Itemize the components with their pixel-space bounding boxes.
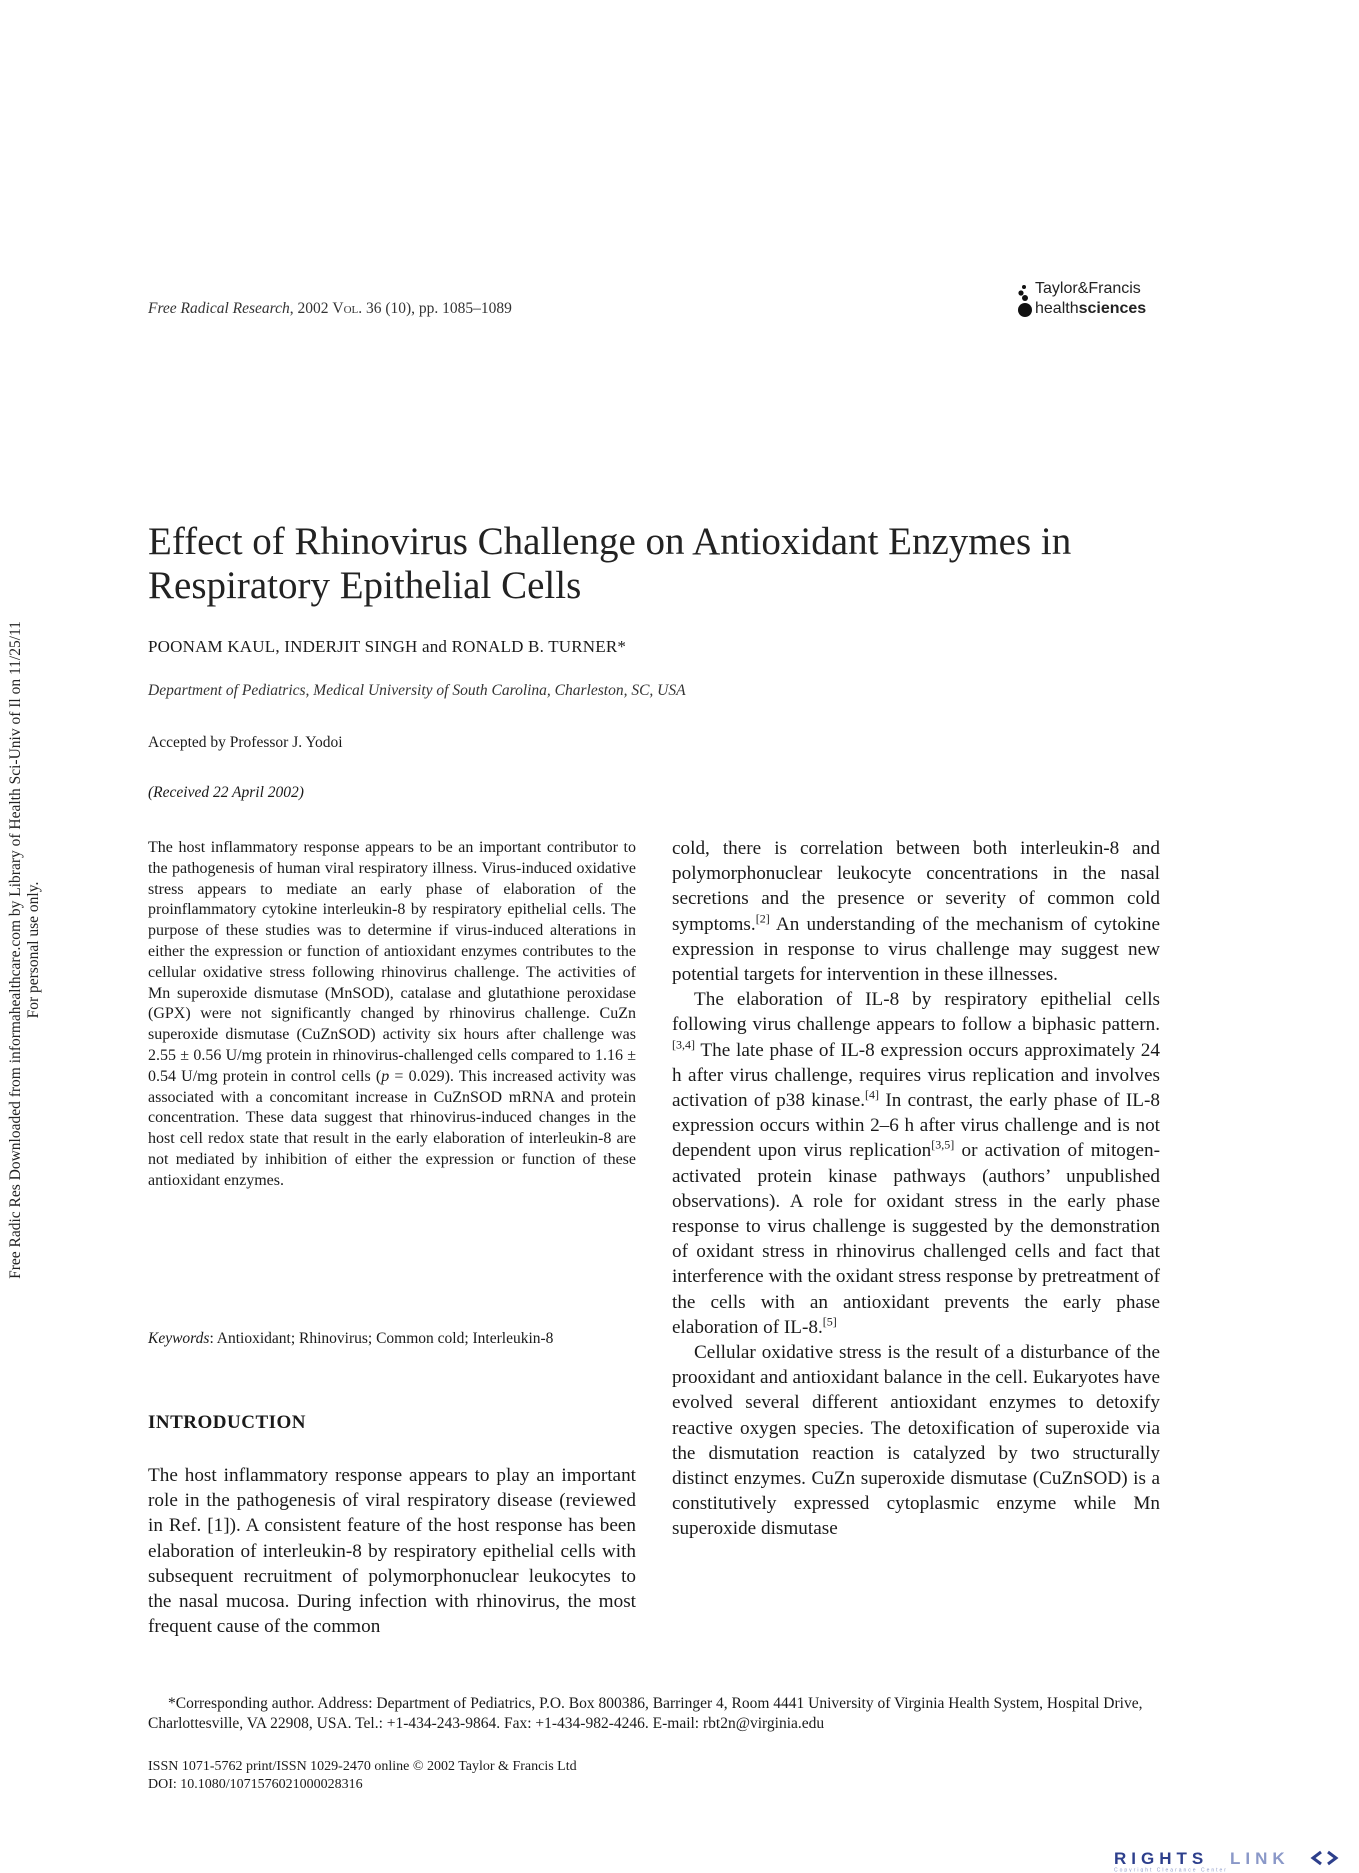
rightslink-chevron-icon [1313,1852,1336,1864]
rightslink-part-2: LINK [1230,1849,1290,1868]
abstract-text-2: = 0.029). This increased activity was associated with a concomitant increase in CuZnSOD mRNA and protein concentration. These data suggest that rhinovirus-induced changes in the host cell redox state that result in the early elaboration of interleukin-8 are not mediated by inhibition of either the expression or function of these antioxidant enzymes. [148,1067,637,1189]
abstract-p-var: p [381,1067,390,1085]
journal-vol-label: Vol [332,300,359,317]
issn-line: ISSN 1071-5762 print/ISSN 1029-2470 online © 2002 Taylor & Francis Ltd [148,1759,577,1774]
right-p2-text-b: The late phase of IL-8 expression occurs approximately 24 h after virus challenge, requires virus replication and involves activation of p38 kinase. [672,1039,1160,1112]
right-p2-text-c: In contrast, the early phase of IL-8 expression occurs within 2–6 h after virus challenge and is not dependent upon virus replication [672,1090,1160,1162]
authors: POONAM KAUL, INDERJIT SINGH and RONALD B. TURNER* [148,637,627,656]
right-column [672,836,1160,1542]
issn-block [148,1758,577,1794]
intro-heading: INTRODUCTION [148,1412,307,1433]
publisher-logo [1016,280,1176,324]
right-p1-text-a: cold, there is correlation between both interleukin-8 and polymorphonuclear leukocyte concentrations in the nasal secretions and the presence or severity of common cold symptoms. [672,838,1160,935]
received-date: (Received 22 April 2002) [148,784,304,801]
journal-name: Free Radical Research [148,300,290,317]
keywords-text: Antioxidant; Rhinovirus; Common cold; Interleukin-8 [216,1330,554,1347]
right-p2-text-d: or activation of mitogen-activated protein kinase pathways (authors’ unpublished observations). A role for oxidant stress in the early phase response to virus challenge is suggested by the demonstration of oxidant stress in rhinovirus challenged cells and fact that interference with the oxidant stress response by pretreatment of the cells with an antioxidant prevents the early phase elaboration of IL-8. [672,1140,1160,1338]
keywords-label: Keywords [148,1330,210,1347]
citation-ref: [4] [865,1087,880,1102]
rightslink-part-1: RIGHTS [1114,1849,1209,1868]
rightslink-subtitle: Copyright Clearance Center [1114,1867,1228,1872]
right-p2-text-a: The elaboration of IL-8 by respiratory epithelial cells following virus challenge appears to follow a biphasic pattern. [672,989,1160,1036]
rightslink-logo [1114,1848,1344,1872]
article-title: Effect of Rhinovirus Challenge on Antioxidant Enzymes in Respiratory Epithelial Cells [148,520,1072,607]
right-p1-text-b: An understanding of the mechanism of cytokine expression in response to virus challenge may suggest new potential targets for intervention in these illnesses. [672,913,1160,986]
accepted-by: Accepted by Professor J. Yodoi [148,734,343,751]
doi-line: DOI: 10.1080/1071576021000028316 [148,1777,363,1792]
affiliation: Department of Pediatrics, Medical University of South Carolina, Charleston, SC, USA [148,682,686,699]
journal-year: , 2002 [289,300,333,317]
publisher-dots-icon [1016,282,1036,322]
download-side-note [0,590,50,1310]
side-note-line-2: For personal use only. [25,881,42,1019]
citation-ref: [2] [755,911,770,926]
intro-paragraph-1: The host inflammatory response appears to play an important role in the pathogenesis of viral respiratory disease (reviewed in Ref. [1]). A consistent feature of the host response has been elaboration of interleukin-8 by respiratory epithelial cells with subsequent recruitment of polymorphonuclear leukocytes to the nasal mucosa. During infection with rhinovirus, the most frequent cause of the common [148,1465,636,1638]
logo-line-2-b: sciences [1078,300,1147,317]
side-note-line-1: Free Radic Res Downloaded from informahealthcare.com by Library of Health Sci-Univ of Il on 11/25/11 [7,621,24,1279]
journal-vol-rest: . 36 (10), pp. 1085–1089 [358,300,512,317]
logo-line-2-a: health [1035,300,1079,317]
right-paragraph-3: Cellular oxidative stress is the result of a disturbance of the prooxidant and antioxidant balance in the cell. Eukaryotes have evolved several different antioxidant enzymes to detoxify reactive oxygen species. The detoxification of superoxide via the dismutation reaction is catalyzed by two structurally distinct enzymes. CuZn superoxide dismutase (CuZnSOD) is a constitutively expressed cytoplasmic enzyme while Mn superoxide dismutase [672,1342,1160,1540]
abstract-text-1: The host inflammatory response appears to be an important contributor to the pathogenesis of human viral respiratory illness. Virus-induced oxidative stress appears to mediate an early phase of elaboration of the proinflammatory cytokine interleukin-8 by respiratory epithelial cells. The purpose of these studies was to determine if virus-induced alterations in either the expression or function of antioxidant enzymes contributes to the cellular oxidative stress following rhinovirus challenge. The activities of Mn superoxide dismutase (MnSOD), catalase and glutathione peroxidase (GPX) were not significantly changed by rhinovirus challenge. CuZn superoxide dismutase (CuZnSOD) activity six hours after challenge was 2.55 ± 0.56 U/mg protein in rhinovirus-challenged cells compared to 1.16 ± 0.54 U/mg protein in control cells ( [148,839,636,1085]
citation-ref: [3,5] [931,1138,955,1153]
keywords [148,1330,648,1348]
citation-ref: [3,4] [672,1037,695,1052]
logo-line-2 [1035,300,1146,318]
keywords-colon: : [209,1330,217,1347]
corresponding-author-footnote: *Corresponding author. Address: Department of Pediatrics, P.O. Box 800386, Barringer 4, Room 4441 University of Virginia Health System, Hospital Drive, Charlottesville, VA 22908, USA. Tel.: +1-434-243-9864. Fax: +1-434-982-4246. E-mail: rbt2n@virginia.edu [148,1695,1143,1732]
right-paragraph-2 [672,987,1160,1340]
logo-line-1: Taylor&Francis [1035,280,1141,297]
abstract [148,838,636,1192]
journal-citation [148,300,512,318]
right-paragraph-1 [672,836,1160,987]
citation-ref: [5] [822,1314,837,1329]
